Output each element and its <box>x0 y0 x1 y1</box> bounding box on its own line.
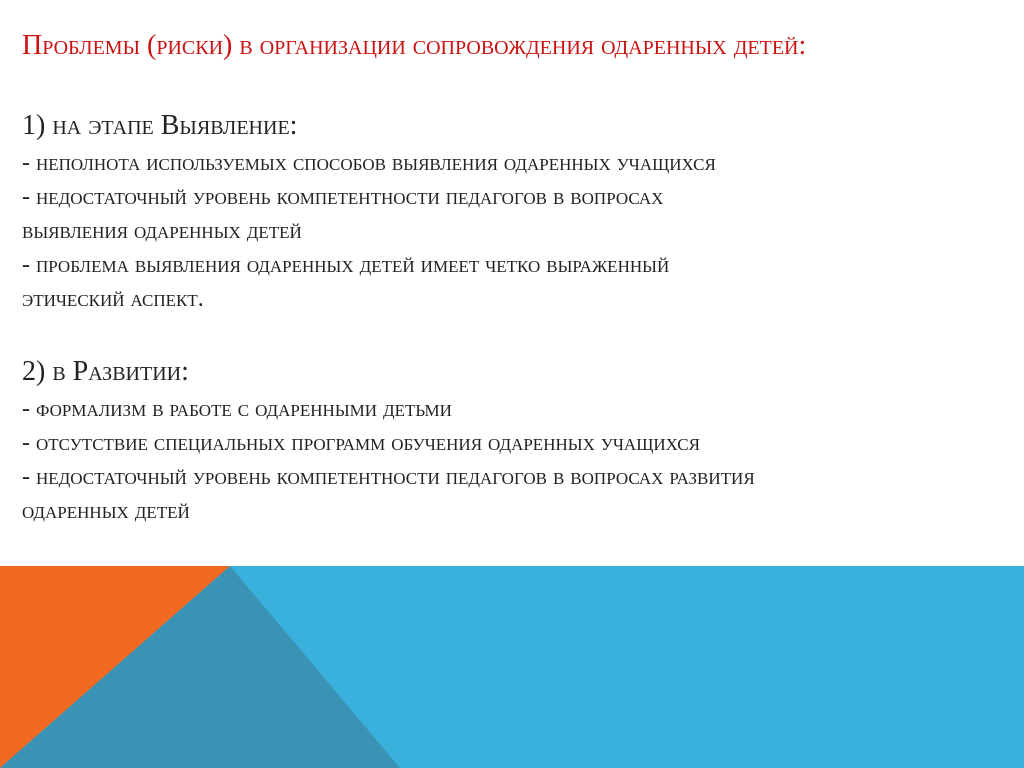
section-2-line: одаренных детей <box>22 498 190 524</box>
section-2-line: - формализм в работе с одаренными детьми <box>22 396 452 422</box>
section-1-heading: 1) на этапе Выявление: <box>22 110 298 141</box>
section-1-line: выявления одаренных детей <box>22 218 302 244</box>
spacer <box>22 316 1007 352</box>
section-1-line: - недостаточный уровень компетентности педагогов в вопросах <box>22 184 664 210</box>
slide-title: Проблемы (риски) в организации сопровождения одаренных детей: <box>22 30 807 61</box>
section-1-line: - проблема выявления одаренных детей имеет четко выраженный <box>22 252 670 278</box>
section-2-line: - отсутствие специальных программ обучения одаренных учащихся <box>22 430 700 456</box>
section-2-heading: 2) в Развитии: <box>22 356 189 387</box>
section-1-line: - неполнота используемых способов выявления одаренных учащихся <box>22 150 716 176</box>
spacer <box>22 70 1007 106</box>
section-2-line: - недостаточный уровень компетентности педагогов в вопросах развития <box>22 464 755 490</box>
decorative-banner <box>0 566 1024 768</box>
slide-content <box>22 22 1007 528</box>
section-1-line: этический аспект. <box>22 286 204 312</box>
